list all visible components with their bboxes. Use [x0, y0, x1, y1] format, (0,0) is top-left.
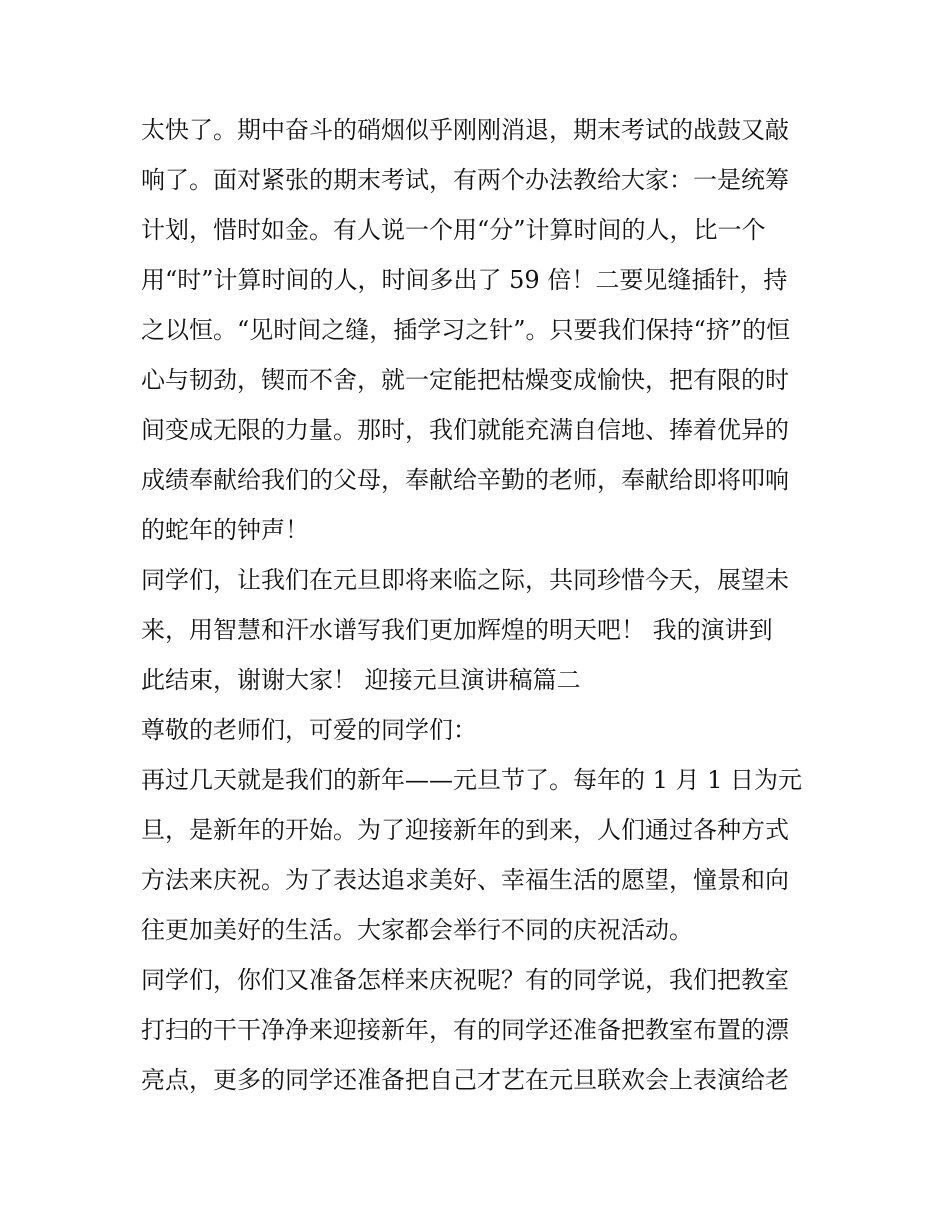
text-line: 往更加美好的生活。大家都会举行不同的庆祝活动。: [141, 916, 693, 944]
text-line: 再过几天就是我们的新年——元旦节了。每年的 1 月 1 日为元: [141, 766, 803, 794]
text-line: 计划，惜时如金。有人说一个用“分”计算时间的人，比一个: [141, 216, 766, 244]
text-line: 心与韧劲，锲而不舍，就一定能把枯燥变成愉快，把有限的时: [141, 366, 789, 394]
document-body: [141, 105, 821, 1105]
text-line: 太快了。期中奋斗的硝烟似乎刚刚消退，期末考试的战鼓又敲: [141, 116, 789, 144]
text-line: 成绩奉献给我们的父母，奉献给辛勤的老师，奉献给即将叩响: [141, 466, 789, 494]
text-line: 尊敬的老师们，可爱的同学们：: [141, 716, 477, 744]
text-line: 方法来庆祝。为了表达追求美好、幸福生活的愿望，憧景和向: [141, 866, 789, 894]
text-line: 此结束，谢谢大家！ 迎接元旦演讲稿篇二: [141, 666, 581, 694]
text-line: 同学们，你们又准备怎样来庆祝呢？有的同学说，我们把教室: [141, 966, 789, 994]
text-line: 响了。面对紧张的期末考试，有两个办法教给大家：一是统筹: [141, 166, 789, 194]
text-line: 间变成无限的力量。那时，我们就能充满自信地、捧着优异的: [141, 416, 789, 444]
text-line: 用“时”计算时间的人，时间多出了 59 倍！二要见缝插针，持: [141, 266, 788, 294]
text-line: 来，用智慧和汗水谱写我们更加辉煌的明天吧！ 我的演讲到: [141, 616, 773, 644]
text-line: 旦，是新年的开始。为了迎接新年的到来，人们通过各种方式: [141, 816, 789, 844]
text-line: 的蛇年的钟声！: [141, 516, 309, 544]
text-line: 打扫的干干净净来迎接新年，有的同学还准备把教室布置的漂: [141, 1016, 789, 1044]
text-line: 同学们，让我们在元旦即将来临之际，共同珍惜今天，展望未: [141, 566, 789, 594]
text-line: 亮点，更多的同学还准备把自己才艺在元旦联欢会上表演给老: [141, 1066, 789, 1094]
text-line: 之以恒。“见时间之缝，插学习之针”。只要我们保持“挤”的恒: [141, 316, 791, 344]
